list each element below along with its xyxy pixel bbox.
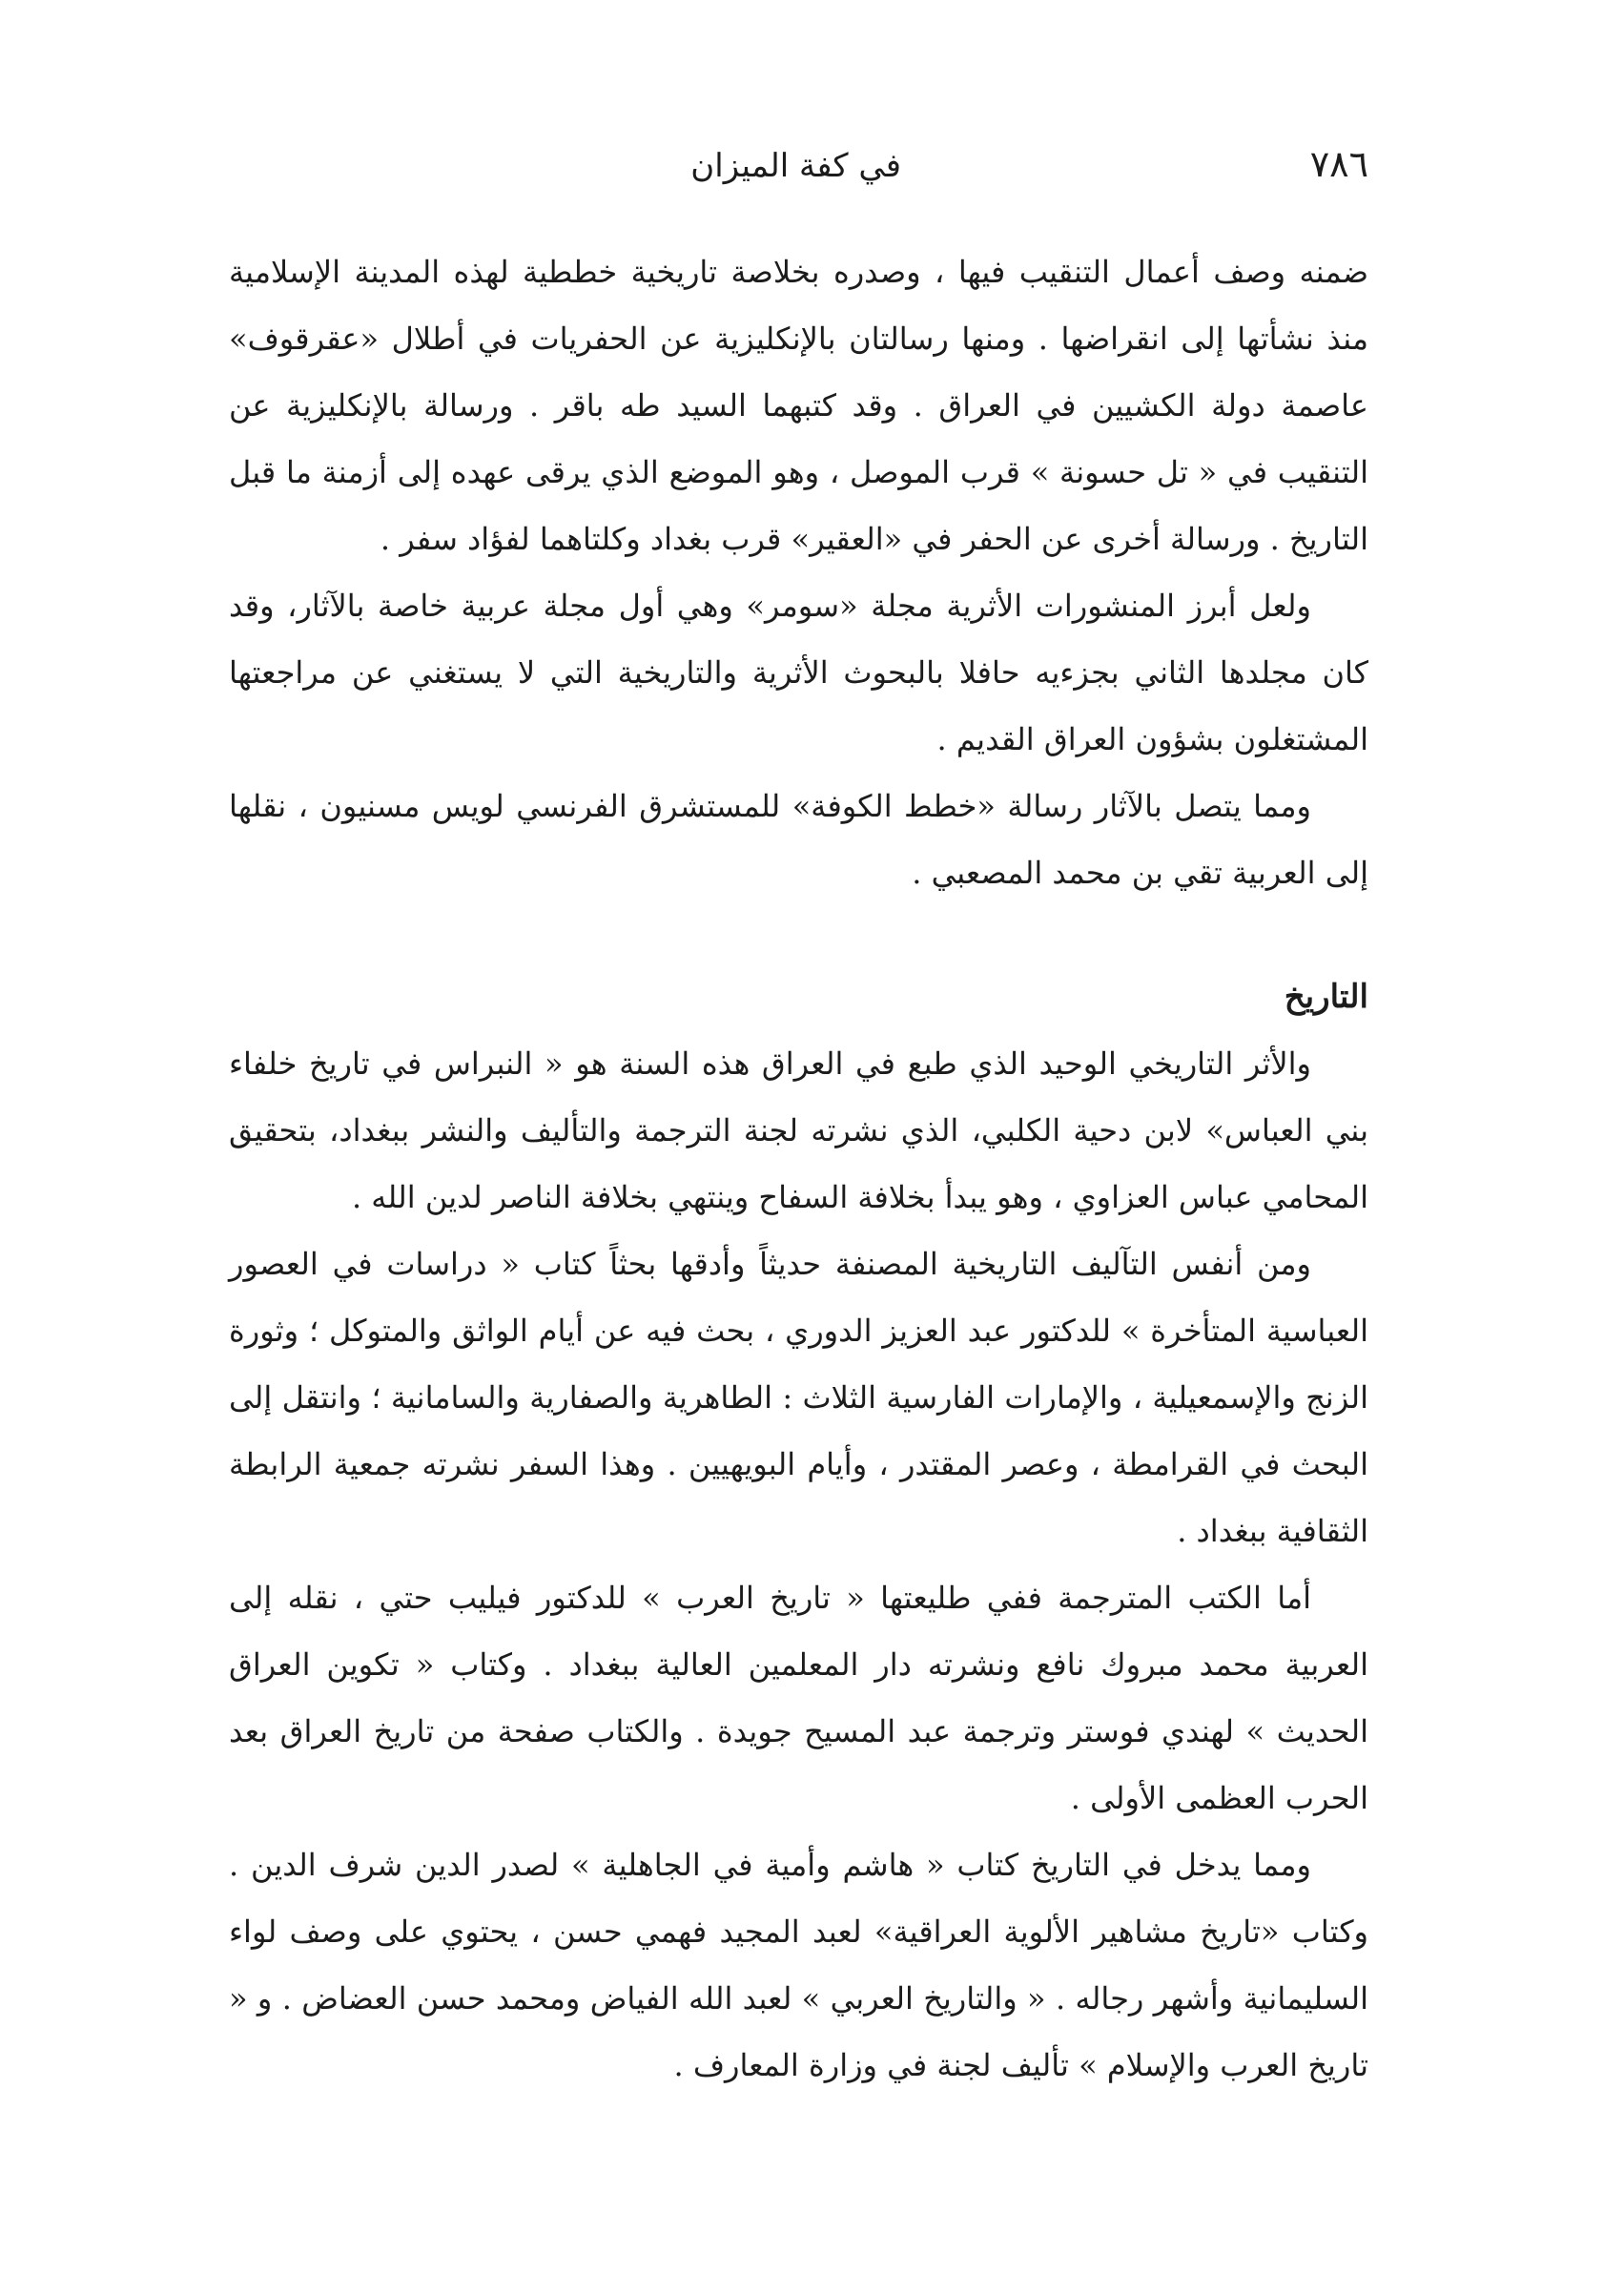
running-title: في كفة الميزان (690, 147, 901, 185)
paragraph: ومما يتصل بالآثار رسالة «خطط الكوفة» للمستشرق الفرنسي لويس مسنيون ، نقلها إلى العربية تقي بن محمد المصعبي . (229, 788, 1368, 891)
paragraph: ضمنه وصف أعمال التنقيب فيها ، وصدره بخلاصة تاريخية خططية لهذه المدينة الإسلامية منذ نشأتها إلى انقراضها . ومنها رسالتان بالإنكليزية عن الحفريات في أطلال «عقرقوف» عاصمة دولة الكشيين في العراق . وقد كتبهما السيد طه باقر . ورسالة بالإنكليزية عن التنقيب في « تل حسونة » قرب الموصل ، وهو الموضع الذي يرقى عهده إلى أزمنة ما قبل التاريخ . ورسالة أخرى عن الحفر في «العقير» قرب بغداد وكلتاهما لفؤاد سفر . (229, 254, 1369, 557)
paragraph: والأثر التاريخي الوحيد الذي طبع في العراق هذه السنة هو « النبراس في تاريخ خلفاء بني العباس» لابن دحية الكلبي، الذي نشرته لجنة الترجمة والتأليف والنشر ببغداد، بتحقيق المحامي عباس العزاوي ، وهو يبدأ بخلافة السفاح وينتهي بخلافة الناصر لدين الله . (229, 1045, 1368, 1215)
paragraph: ومما يدخل في التاريخ كتاب « هاشم وأمية في الجاهلية » لصدر الدين شرف الدين . وكتاب «تاريخ مشاهير الألوية العراقية» لعبد المجيد فهمي حسن ، يحتوي على وصف لواء السليمانية وأشهر رجاله . « والتاريخ العربي » لعبد الله الفياض ومحمد حسن العضاض . و « تاريخ العرب والإسلام » تأليف لجنة في وزارة المعارف . (229, 1847, 1368, 2083)
paragraph: ومن أنفس التآليف التاريخية المصنفة حديثاً وأدقها بحثاً كتاب « دراسات في العصور العباسية المتأخرة » للدكتور عبد العزيز الدوري ، بحث فيه عن أيام الواثق والمتوكل ؛ وثورة الزنج والإسمعيلية ، والإمارات الفارسية الثلاث : الطاهرية والصفارية والسامانية ؛ وانتقل إلى البحث في القرامطة ، وعصر المقتدر ، وأيام البويهيين . وهذا السفر نشرته جمعية الرابطة الثقافية ببغداد . (229, 1246, 1368, 1549)
section-heading: التاريخ (1284, 978, 1368, 1016)
page-header (229, 143, 1368, 200)
page-body (229, 238, 1368, 2099)
section-spacer (229, 906, 1368, 963)
paragraph: أما الكتب المترجمة ففي طليعتها « تاريخ العرب » للدكتور فيليب حتي ، نقله إلى العربية محمد مبروك نافع ونشرته دار المعلمين العالية ببغداد . وكتاب « تكوين العراق الحديث » لهندي فوستر وترجمة عبد المسيح جويدة . والكتاب صفحة من تاريخ العراق بعد الحرب العظمى الأولى . (229, 1580, 1368, 1816)
page-number: ٧٨٦ (1309, 143, 1368, 185)
paragraph: ولعل أبرز المنشورات الأثرية مجلة «سومر» وهي أول مجلة عربية خاصة بالآثار، وقد كان مجلدها الثاني بجزءيه حافلا بالبحوث الأثرية والتاريخية التي لا يستغني عن مراجعتها المشتغلون بشؤون العراق القديم . (229, 588, 1368, 757)
